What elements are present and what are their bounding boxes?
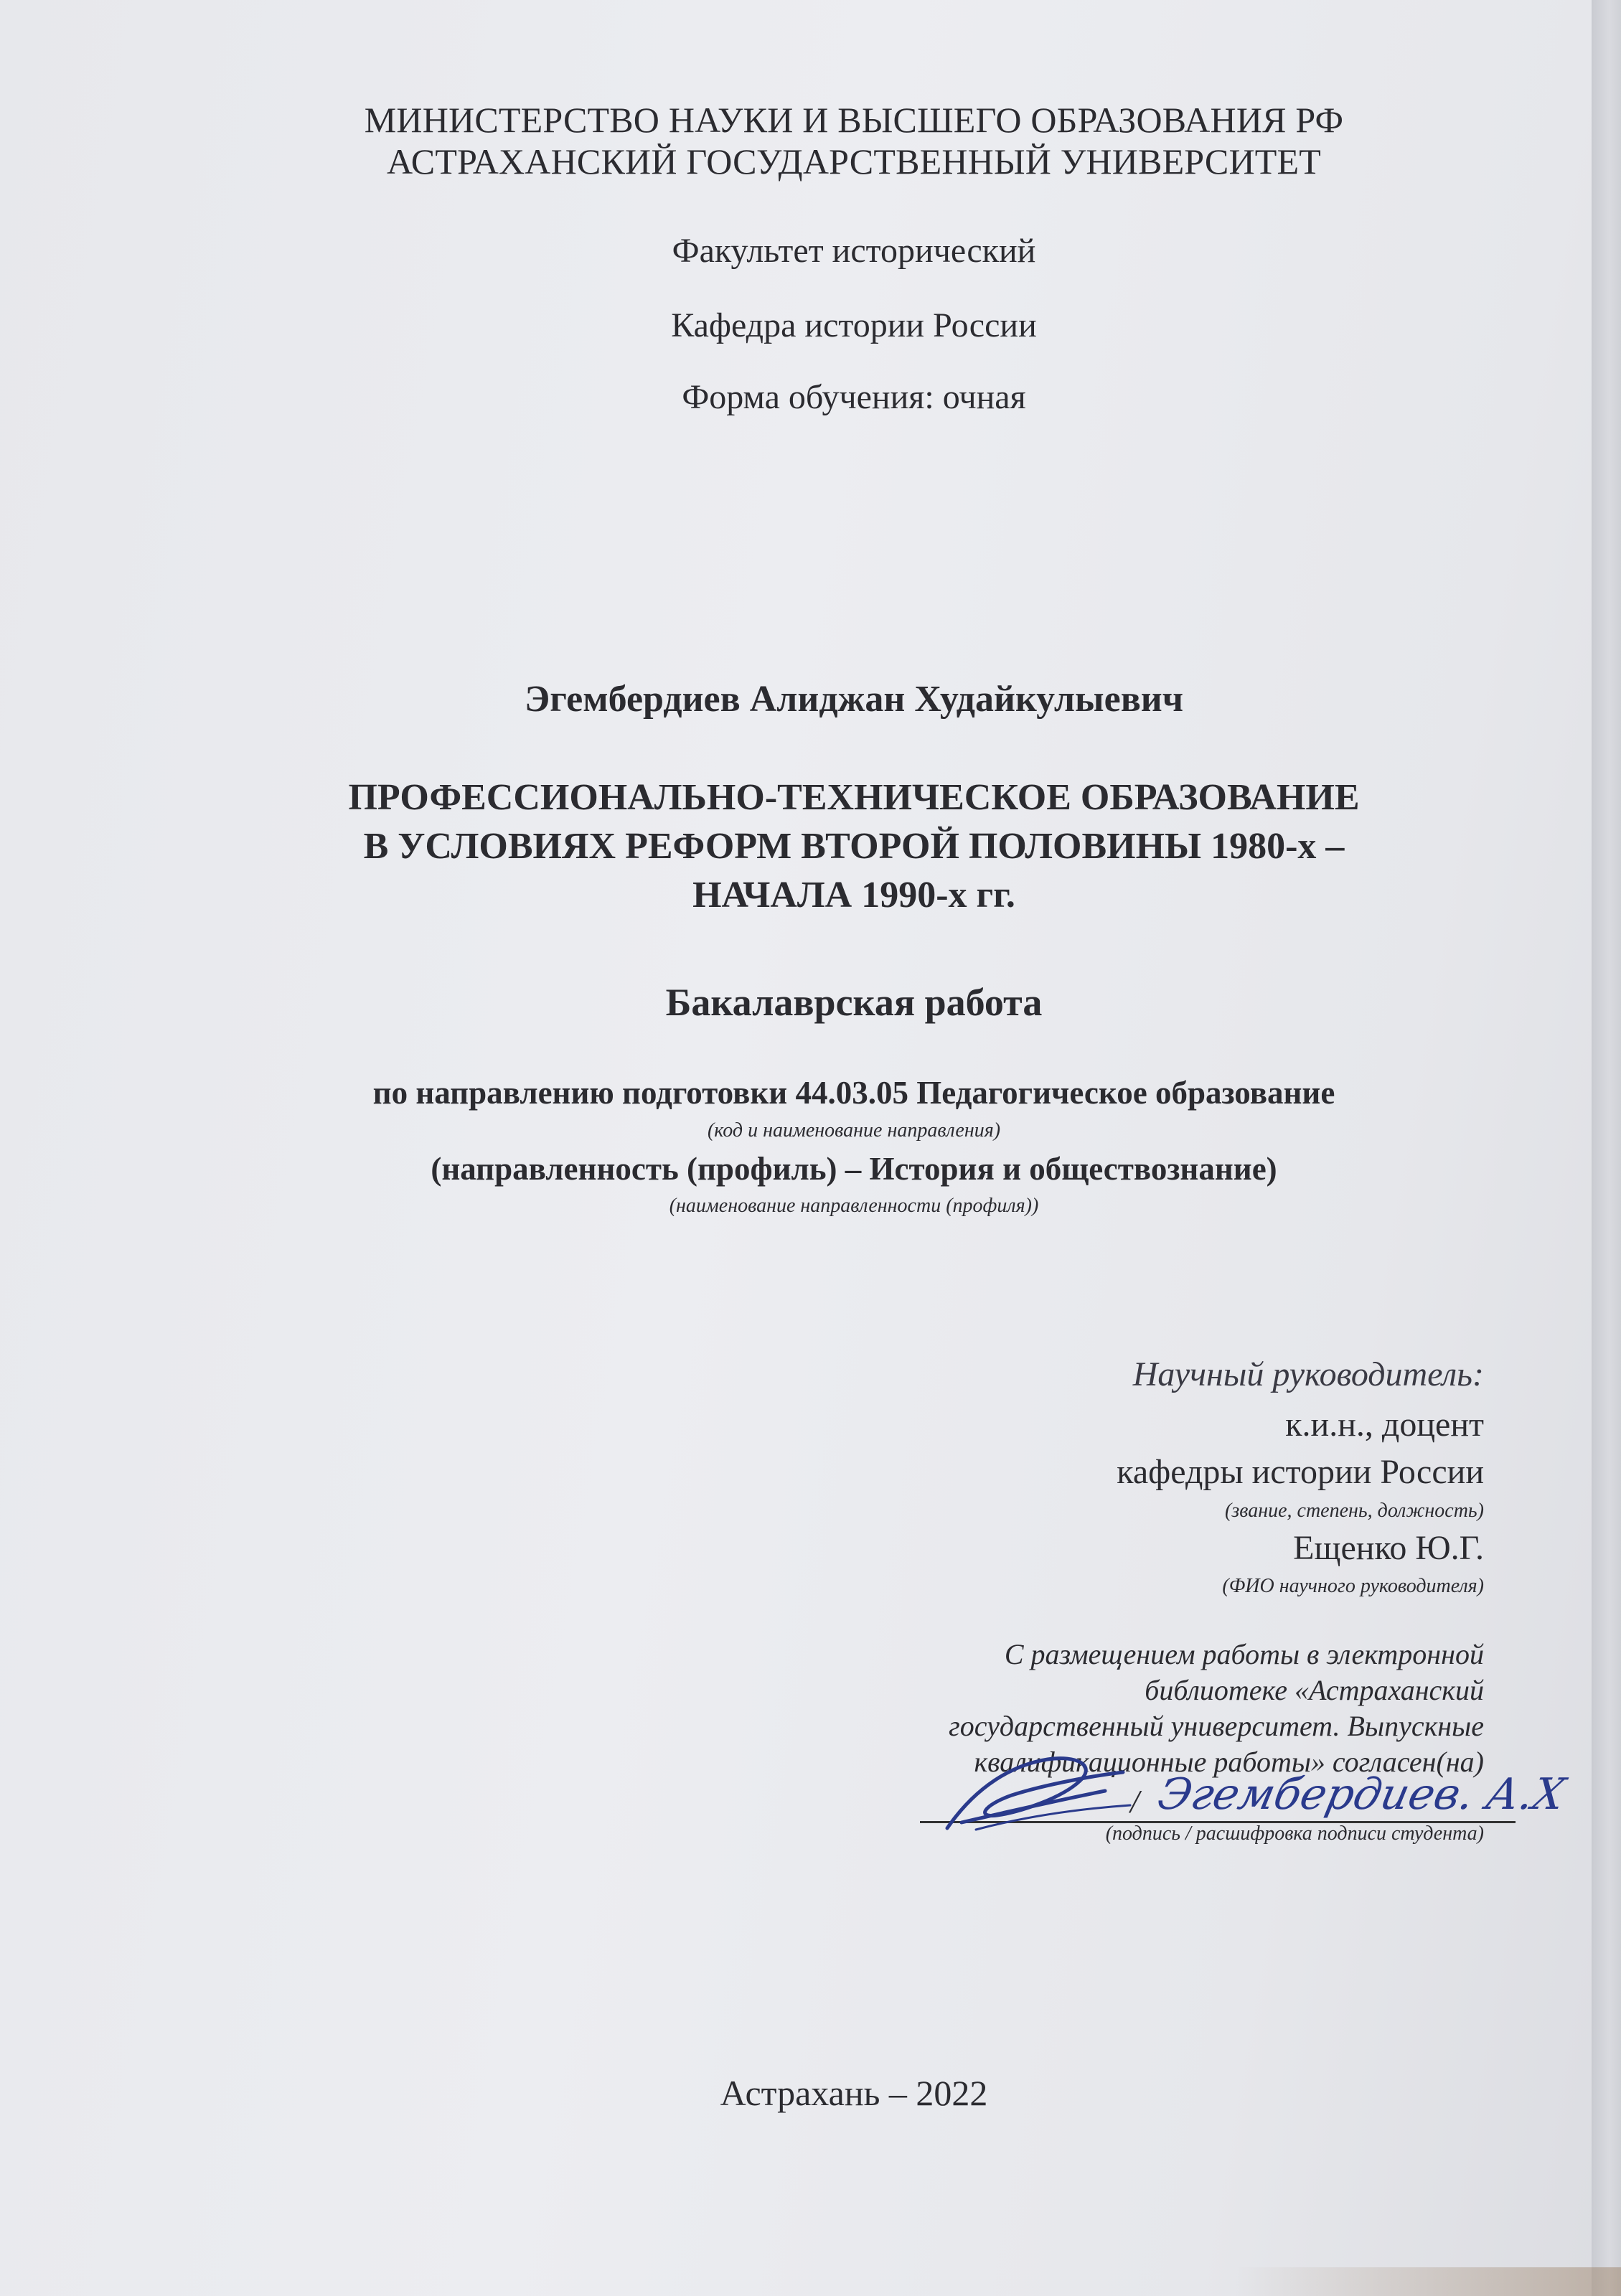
university-heading: АСТРАХАНСКИЙ ГОСУДАРСТВЕННЫЙ УНИВЕРСИТЕТ bbox=[386, 141, 1322, 182]
thesis-title-line-1: ПРОФЕССИОНАЛЬНО-ТЕХНИЧЕСКОЕ ОБРАЗОВАНИЕ bbox=[348, 777, 1360, 818]
direction-caption: (код и наименование направления) bbox=[707, 1119, 1001, 1142]
signature-caption: (подпись / расшифровка подписи студента) bbox=[1105, 1822, 1484, 1845]
ministry-heading: МИНИСТЕРСТВО НАУКИ И ВЫСШЕГО ОБРАЗОВАНИЯ РФ bbox=[364, 100, 1344, 140]
supervisor-position: кафедры истории России bbox=[1117, 1453, 1484, 1491]
study-form-line: Форма обучения: очная bbox=[682, 378, 1026, 416]
thesis-title-line-2: В УСЛОВИЯХ РЕФОРМ ВТОРОЙ ПОЛОВИНЫ 1980-х – bbox=[363, 826, 1345, 867]
profile-line: (направленность (профиль) – История и обществознание) bbox=[431, 1151, 1277, 1187]
consent-line-2: библиотеке «Астраханский bbox=[1145, 1674, 1484, 1706]
faculty-line: Факультет исторический bbox=[672, 232, 1036, 270]
page-edge-shadow bbox=[1592, 0, 1621, 2296]
city-year: Астрахань – 2022 bbox=[720, 2073, 988, 2113]
student-signature-mark bbox=[933, 1744, 1134, 1844]
supervisor-name-caption: (ФИО научного руководителя) bbox=[1222, 1575, 1484, 1597]
consent-line-3: государственный университет. Выпускные bbox=[949, 1710, 1484, 1742]
consent-line-1: С размещением работы в электронной bbox=[1004, 1638, 1484, 1670]
department-line: Кафедра истории России bbox=[671, 306, 1037, 344]
handwritten-decipher: Эгембердиев. А.Х bbox=[1153, 1769, 1569, 1820]
supervisor-heading: Научный руководитель: bbox=[1132, 1355, 1484, 1393]
table-edge bbox=[1234, 2267, 1621, 2296]
signature-separator: / bbox=[1130, 1783, 1140, 1820]
author-name: Эгембердиев Алиджан Худайкулыевич bbox=[524, 679, 1184, 720]
supervisor-position-caption: (звание, степень, должность) bbox=[1225, 1500, 1484, 1522]
supervisor-name: Ещенко Ю.Г. bbox=[1293, 1529, 1484, 1567]
supervisor-degree: к.и.н., доцент bbox=[1285, 1406, 1484, 1444]
profile-caption: (наименование направленности (профиля)) bbox=[669, 1195, 1039, 1217]
direction-line: по направлению подготовки 44.03.05 Педагогическое образование bbox=[372, 1075, 1335, 1111]
consent-line-4: квалификационные работы» согласен(на) bbox=[974, 1746, 1484, 1778]
thesis-title-line-3: НАЧАЛА 1990-х гг. bbox=[692, 875, 1015, 916]
work-type: Бакалаврская работа bbox=[665, 981, 1043, 1024]
